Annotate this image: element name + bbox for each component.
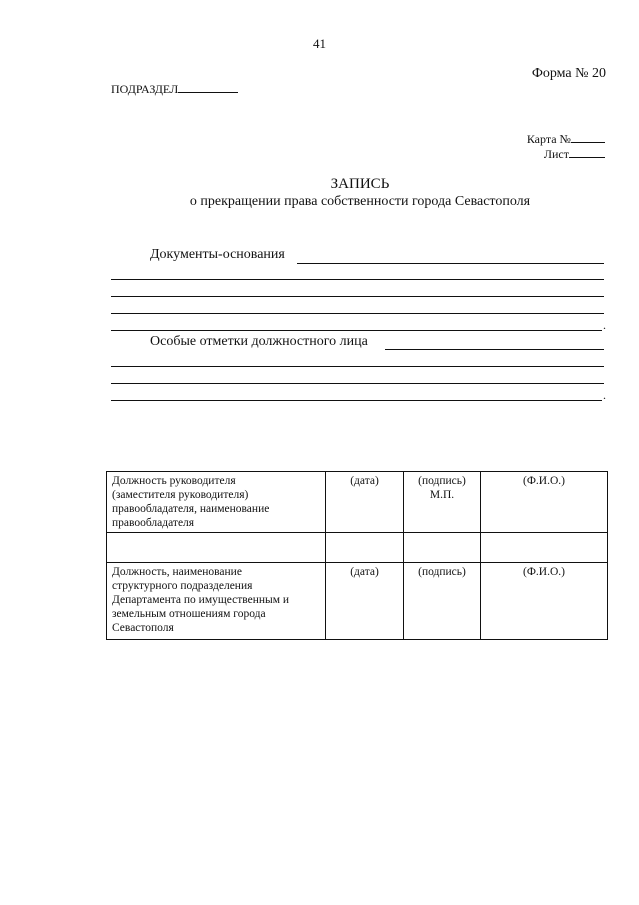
- special-notes-line-1[interactable]: [385, 349, 604, 350]
- table-row: [107, 472, 608, 533]
- department-name-label: (Ф.И.О.): [523, 566, 565, 578]
- table-row: [107, 533, 608, 563]
- page-number: 41: [313, 36, 326, 51]
- subsection-label: ПОДРАЗДЕЛ: [111, 82, 179, 96]
- signature-table: [106, 471, 608, 640]
- document-subtitle: о прекращении права собственности города Севастополя: [189, 194, 531, 209]
- holder-seal-label: М.П.: [429, 489, 455, 501]
- holder-signature-label: (подпись): [418, 475, 466, 487]
- holder-date-cell: [326, 472, 404, 533]
- holder-position-cell: [107, 472, 326, 533]
- department-signature-label: (подпись): [418, 566, 466, 578]
- holder-name-label: (Ф.И.О.): [523, 475, 565, 487]
- holder-position-line: правообладателя: [112, 517, 195, 529]
- documents-basis-line-4[interactable]: [111, 313, 604, 314]
- card-number-label: Карта №: [526, 132, 571, 146]
- department-position-line: Должность, наименование: [112, 566, 242, 578]
- documents-basis-end-mark: .: [603, 318, 606, 332]
- documents-basis-label: Документы-основания: [150, 247, 285, 262]
- document-title: ЗАПИСЬ: [330, 176, 390, 192]
- special-notes-line-3[interactable]: [111, 383, 604, 384]
- card-number-blank[interactable]: [571, 131, 605, 143]
- department-position-line: Департамента по имущественным и: [112, 594, 290, 606]
- department-date-cell: [326, 563, 404, 640]
- department-position-line: Севастополя: [112, 622, 174, 634]
- department-date-label: (дата): [350, 566, 379, 578]
- holder-signature-cell: [404, 472, 481, 533]
- holder-date-label: (дата): [350, 475, 379, 487]
- empty-cell[interactable]: [481, 533, 608, 563]
- holder-position-line: (заместителя руководителя): [112, 489, 249, 501]
- department-position-line: структурного подразделения: [112, 580, 253, 592]
- holder-position-line: правообладателя, наименование: [112, 503, 270, 515]
- table-row: [107, 563, 608, 640]
- empty-cell[interactable]: [326, 533, 404, 563]
- subsection-field: [111, 81, 238, 97]
- empty-cell[interactable]: [404, 533, 481, 563]
- form-number: Форма № 20: [531, 66, 606, 81]
- holder-name-cell: [481, 472, 608, 533]
- special-notes-end-mark: .: [603, 388, 606, 402]
- documents-basis-line-2[interactable]: [111, 279, 604, 280]
- special-notes-line-2[interactable]: [111, 366, 604, 367]
- department-position-line: земельным отношениям города: [112, 608, 266, 620]
- documents-basis-line-3[interactable]: [111, 296, 604, 297]
- sheet-number-blank[interactable]: [569, 146, 605, 158]
- documents-basis-line-5[interactable]: [111, 330, 602, 331]
- department-position-cell: [107, 563, 326, 640]
- subsection-blank[interactable]: [178, 81, 238, 93]
- department-signature-cell: [404, 563, 481, 640]
- special-notes-label: Особые отметки должностного лица: [150, 334, 368, 349]
- holder-position-line: Должность руководителя: [112, 475, 236, 487]
- sheet-number-label: Лист: [543, 147, 569, 161]
- empty-cell[interactable]: [107, 533, 326, 563]
- sheet-number-field: [544, 146, 605, 162]
- department-name-cell: [481, 563, 608, 640]
- documents-basis-line-1[interactable]: [297, 263, 604, 264]
- card-number-field: [527, 131, 605, 147]
- special-notes-line-4[interactable]: [111, 400, 602, 401]
